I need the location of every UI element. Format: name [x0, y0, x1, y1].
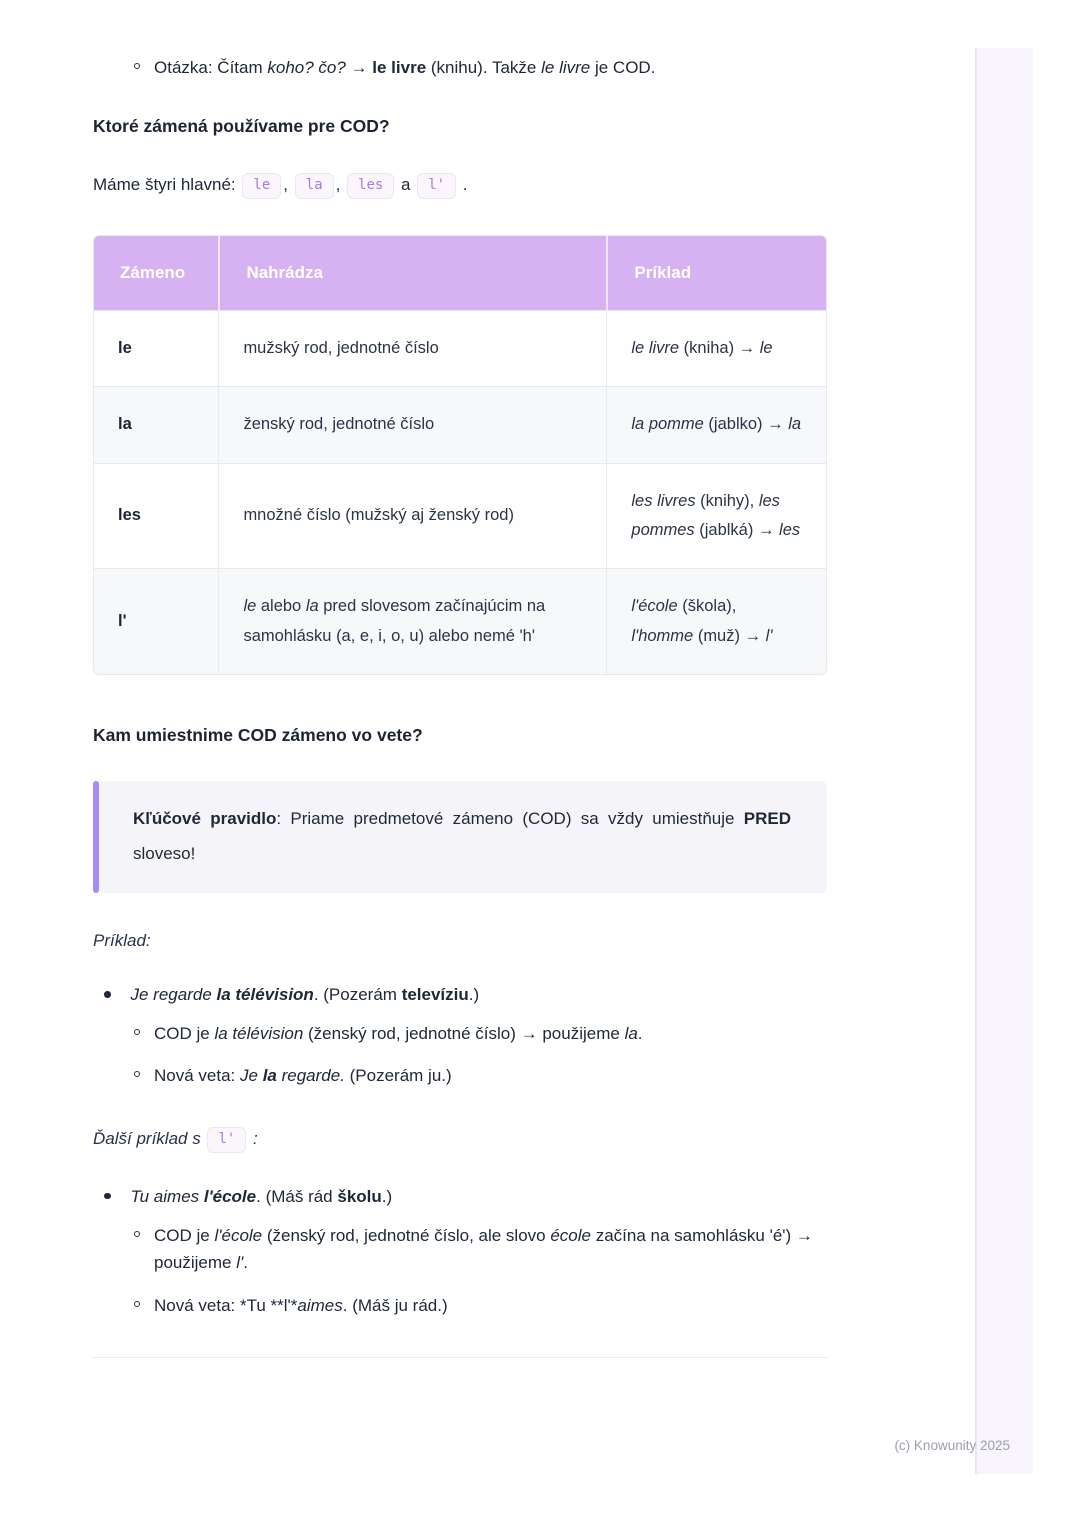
lead-sentence: Máme štyri hlavné: le , la , les a l' . [93, 169, 827, 201]
circle-bullet-icon [134, 1231, 140, 1237]
table-row [94, 310, 826, 386]
disc-bullet-icon [104, 991, 111, 998]
example2-main-text: Tu aimes l'école. (Máš rád školu.) [130, 1186, 393, 1206]
pronoun-table-wrapper [93, 235, 827, 675]
example1-sub2-text: Nová veta: Je la regarde. (Pozerám ju.) [154, 1065, 452, 1085]
table-row [94, 463, 826, 569]
list-item [93, 1222, 827, 1276]
circle-bullet-icon [134, 63, 140, 69]
example2-sub2-text: Nová veta: *Tu **l'*aimes. (Máš ju rád.) [154, 1295, 448, 1315]
list-item [93, 1020, 827, 1047]
document-content [93, 0, 827, 1358]
cell-replaces-l-apostrophe: le alebo la pred slovesom začínajúcim na samohlásku (a, e, i, o, u) alebo nemé 'h' [218, 568, 606, 674]
cell-pronoun-le: le [94, 310, 218, 386]
cell-pronoun-l-apostrophe: l' [94, 568, 218, 674]
cell-example-les: les livres (knihy), les pommes (jablká) → les [606, 463, 826, 569]
cell-pronoun-la: la [94, 386, 218, 462]
example2-list [93, 1183, 827, 1319]
circle-bullet-icon [134, 1071, 140, 1077]
cell-replaces-la: ženský rod, jednotné číslo [218, 386, 606, 462]
key-rule-text: Kľúčové pravidlo: Priame predmetové zámeno (COD) sa vždy umiestňuje PRED sloveso! [133, 809, 792, 864]
intro-bullet-item [93, 54, 827, 81]
cell-replaces-le: mužský rod, jednotné číslo [218, 310, 606, 386]
cell-pronoun-les: les [94, 463, 218, 569]
circle-bullet-icon [134, 1301, 140, 1307]
second-example-label: Ďalší príklad s l' : [93, 1123, 827, 1155]
table-row [94, 386, 826, 462]
cell-example-la: la pomme (jablko) → la [606, 386, 826, 462]
section-heading-placement: Kam umiestnime COD zámeno vo vete? [93, 724, 423, 745]
cell-replaces-les: množné číslo (mužský aj ženský rod) [218, 463, 606, 569]
cell-example-le: le livre (kniha) → le [606, 310, 826, 386]
section-divider [93, 1357, 827, 1358]
list-item [93, 1183, 827, 1210]
table-header-priklad: Príklad [606, 236, 826, 310]
list-item [93, 1062, 827, 1089]
intro-bullet-text: Otázka: Čítam koho? čo? → le livre (knihu). Takže le livre je COD. [154, 58, 656, 77]
example1-sub1-text: COD je la télévision (ženský rod, jednotné číslo) → použijeme la. [154, 1024, 643, 1044]
pronoun-table [94, 236, 826, 674]
table-header-row [94, 236, 826, 310]
table-header-zameno: Zámeno [94, 236, 218, 310]
section-heading-pronouns: Ktoré zámená používame pre COD? [93, 116, 390, 137]
table-row [94, 568, 826, 674]
example2-sub1-text: COD je l'école (ženský rod, jednotné číslo, ale slovo école začína na samohlásku 'é') → použijeme l'. [154, 1226, 813, 1273]
right-page-strip [975, 48, 1033, 1474]
circle-bullet-icon [134, 1029, 140, 1035]
example1-list [93, 981, 827, 1089]
example1-main-text: Je regarde la télévision. (Pozerám televíziu.) [130, 985, 480, 1005]
disc-bullet-icon [104, 1193, 111, 1200]
table-header-nahradza: Nahrádza [218, 236, 606, 310]
list-item [93, 981, 827, 1008]
list-item [93, 1292, 827, 1319]
example-label: Príklad: [93, 931, 151, 951]
key-rule-callout [93, 781, 827, 893]
cell-example-l-apostrophe: l'école (škola), l'homme (muž) → l' [606, 568, 826, 674]
copyright-footer: (c) Knowunity 2025 [894, 1438, 1010, 1453]
